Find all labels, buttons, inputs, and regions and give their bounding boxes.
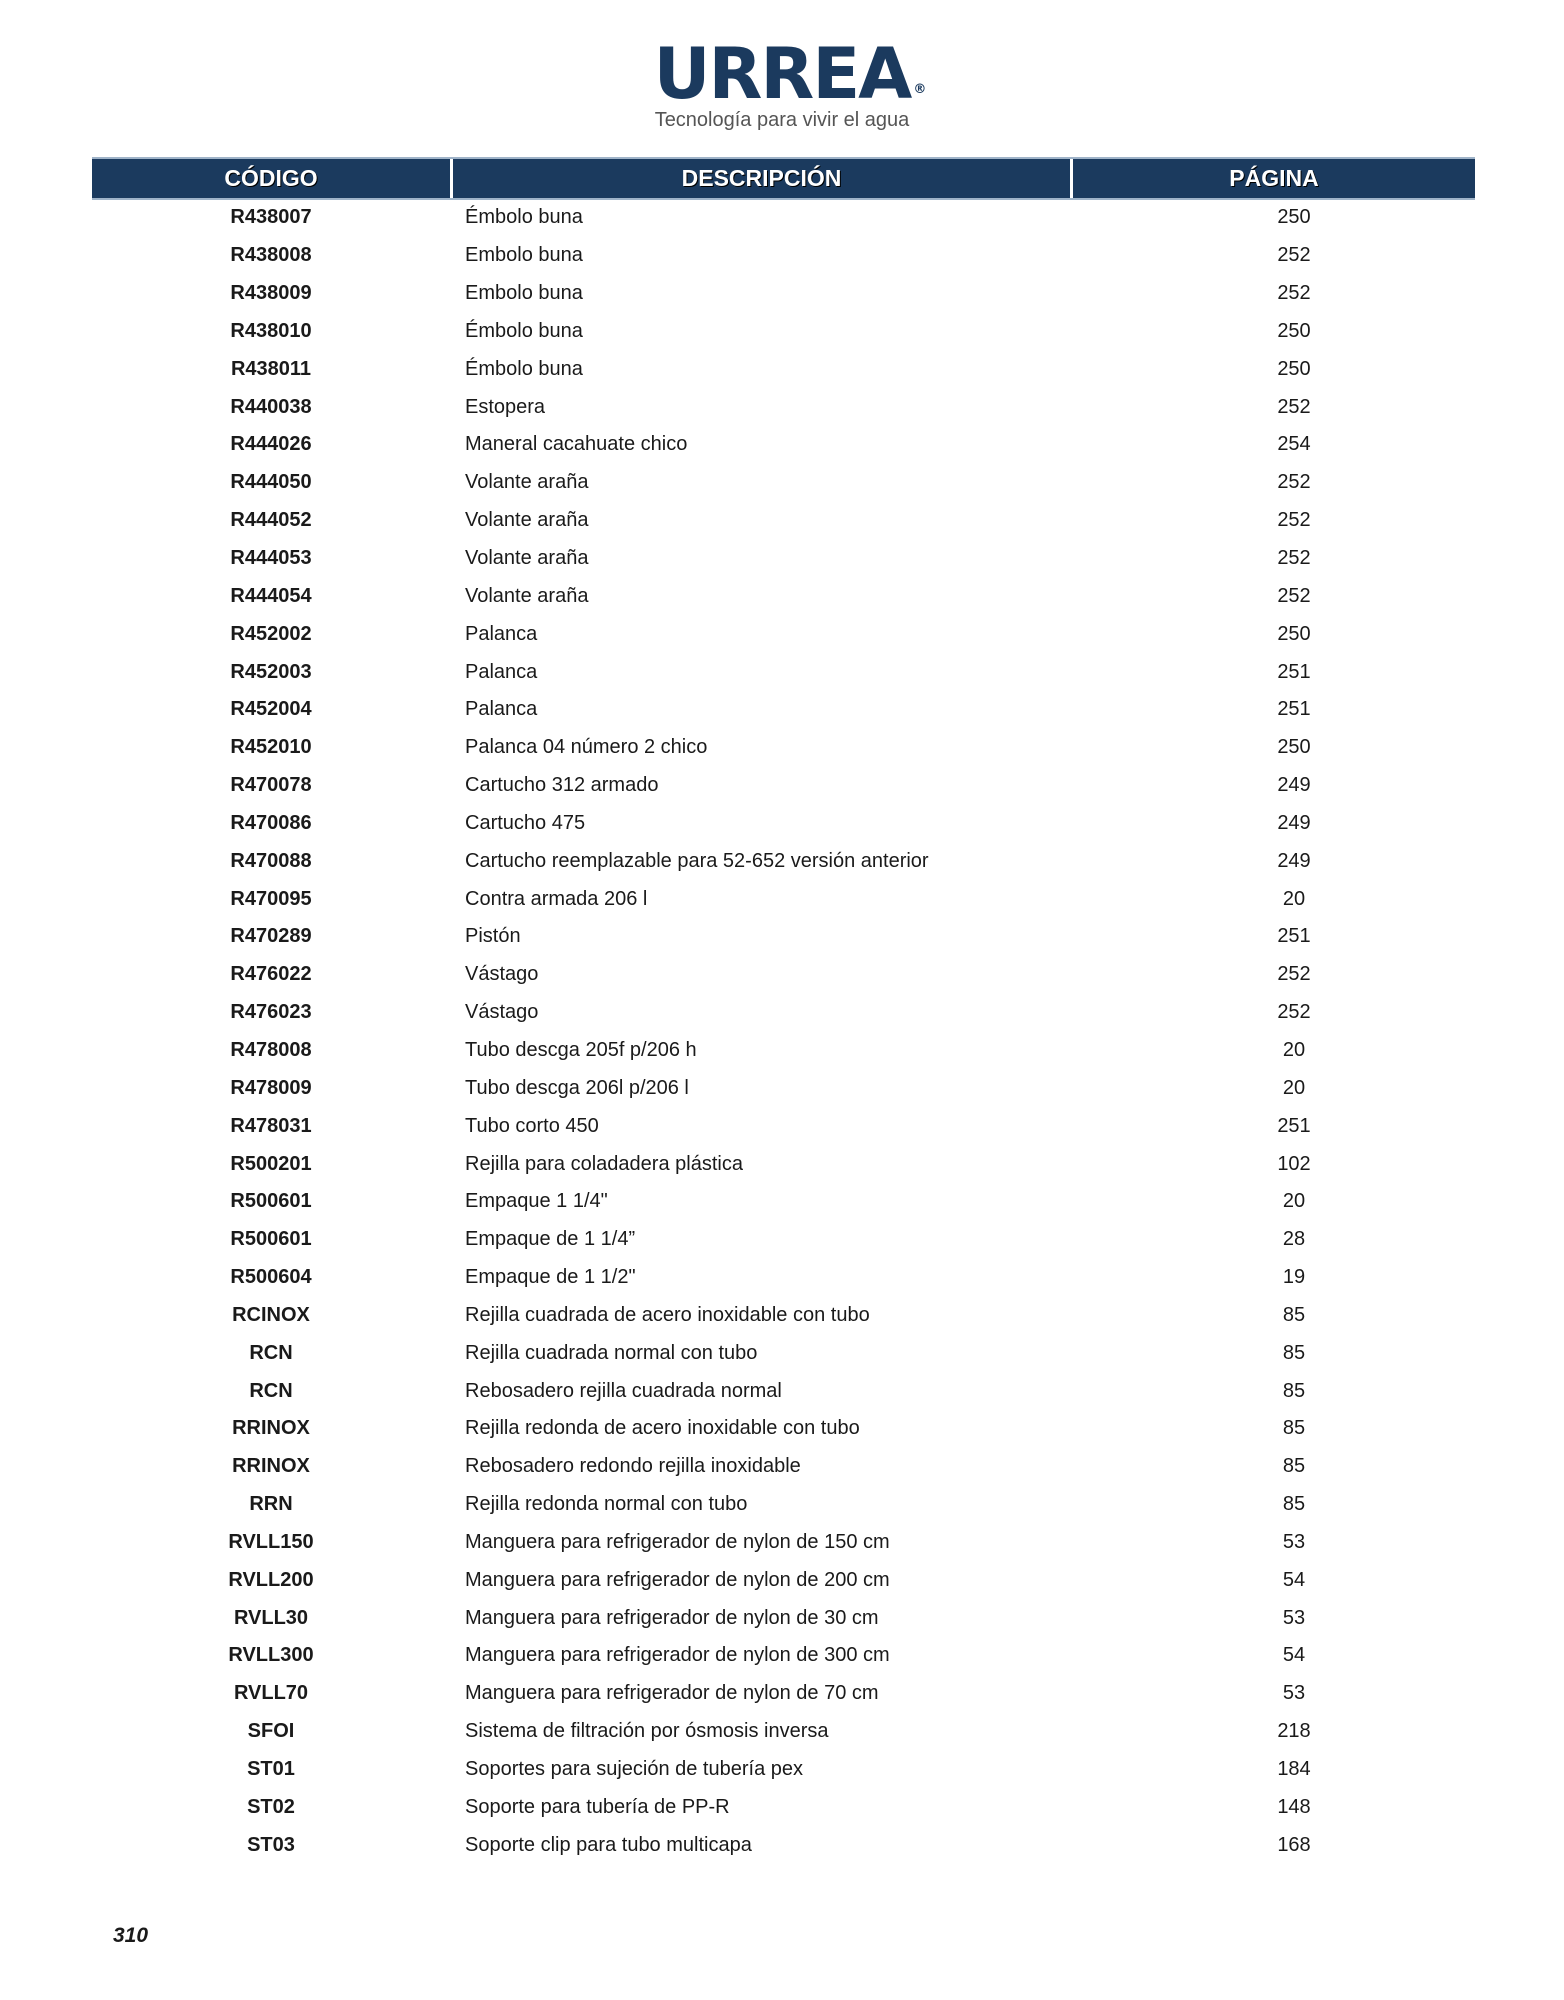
cell-pagina: 249 bbox=[1277, 849, 1311, 872]
table-row bbox=[92, 1372, 1475, 1410]
cell-descripcion: Rejilla cuadrada de acero inoxidable con tubo bbox=[465, 1303, 870, 1326]
cell-pagina: 28 bbox=[1282, 1228, 1306, 1251]
cell-pagina: 250 bbox=[1277, 319, 1311, 342]
table-row bbox=[92, 1221, 1475, 1259]
cell-pagina: 249 bbox=[1277, 811, 1311, 834]
cell-pagina: 250 bbox=[1277, 736, 1311, 759]
cell-descripcion: Manguera para refrigerador de nylon de 30 cm bbox=[465, 1606, 879, 1629]
cell-codigo: R500604 bbox=[230, 1266, 312, 1289]
table-row bbox=[92, 1107, 1475, 1145]
cell-codigo: R476022 bbox=[230, 963, 312, 986]
cell-pagina: 85 bbox=[1282, 1341, 1306, 1364]
table-row bbox=[92, 653, 1475, 691]
cell-descripcion: Empaque 1 1/4" bbox=[465, 1190, 608, 1213]
table-row bbox=[92, 1788, 1475, 1826]
cell-pagina: 85 bbox=[1282, 1417, 1306, 1440]
cell-descripcion: Palanca 04 número 2 chico bbox=[465, 736, 708, 759]
cell-descripcion: Émbolo buna bbox=[465, 206, 583, 229]
table-row bbox=[92, 842, 1475, 880]
table-header bbox=[92, 157, 1475, 200]
header-descripcion: DESCRIPCIÓN bbox=[453, 159, 1070, 198]
cell-pagina: 251 bbox=[1277, 925, 1311, 948]
cell-pagina: 19 bbox=[1282, 1266, 1306, 1289]
cell-pagina: 148 bbox=[1277, 1795, 1311, 1818]
table-body bbox=[92, 199, 1475, 1864]
header-codigo: CÓDIGO bbox=[92, 159, 450, 198]
cell-descripcion: Rebosadero rejilla cuadrada normal bbox=[465, 1379, 782, 1402]
cell-descripcion: Manguera para refrigerador de nylon de 200 cm bbox=[465, 1568, 890, 1591]
table-row bbox=[92, 1334, 1475, 1372]
cell-pagina: 102 bbox=[1277, 1152, 1311, 1175]
cell-descripcion: Volante araña bbox=[465, 584, 589, 607]
cell-codigo: RCN bbox=[249, 1379, 293, 1402]
cell-codigo: R452003 bbox=[230, 660, 312, 683]
table-row bbox=[92, 1599, 1475, 1637]
table-row bbox=[92, 1561, 1475, 1599]
cell-codigo: R440038 bbox=[230, 395, 312, 418]
table-row bbox=[92, 464, 1475, 502]
cell-descripcion: Rejilla para coladadera plástica bbox=[465, 1152, 743, 1175]
cell-pagina: 250 bbox=[1277, 206, 1311, 229]
table-row bbox=[92, 1675, 1475, 1713]
table-row bbox=[92, 1751, 1475, 1789]
cell-pagina: 20 bbox=[1282, 1190, 1306, 1213]
cell-codigo: R444053 bbox=[230, 547, 312, 570]
cell-descripcion: Rejilla redonda normal con tubo bbox=[465, 1493, 748, 1516]
cell-descripcion: Empaque de 1 1/2" bbox=[465, 1266, 636, 1289]
table-row bbox=[92, 1183, 1475, 1221]
cell-codigo: R500601 bbox=[230, 1228, 312, 1251]
table-row bbox=[92, 1826, 1475, 1864]
cell-pagina: 54 bbox=[1282, 1644, 1306, 1667]
cell-descripcion: Manguera para refrigerador de nylon de 300 cm bbox=[465, 1644, 890, 1667]
brand-name: URREA ® bbox=[654, 44, 911, 104]
cell-codigo: RRINOX bbox=[232, 1455, 310, 1478]
cell-descripcion: Vástago bbox=[465, 1001, 539, 1024]
cell-pagina: 252 bbox=[1277, 584, 1311, 607]
cell-descripcion: Manguera para refrigerador de nylon de 150 cm bbox=[465, 1530, 890, 1553]
cell-pagina: 85 bbox=[1282, 1493, 1306, 1516]
cell-descripcion: Vástago bbox=[465, 963, 539, 986]
cell-codigo: R444054 bbox=[230, 584, 312, 607]
table-row bbox=[92, 1486, 1475, 1524]
cell-codigo: SFOI bbox=[247, 1720, 295, 1743]
cell-codigo: R470078 bbox=[230, 774, 312, 797]
cell-codigo: R444052 bbox=[230, 509, 312, 532]
cell-codigo: R470289 bbox=[230, 925, 312, 948]
table-row bbox=[92, 1296, 1475, 1334]
cell-descripcion: Volante araña bbox=[465, 509, 589, 532]
cell-descripcion: Soporte clip para tubo multicapa bbox=[465, 1833, 752, 1856]
table-row bbox=[92, 918, 1475, 956]
cell-pagina: 252 bbox=[1277, 395, 1311, 418]
cell-descripcion: Tubo descga 206l p/206 l bbox=[465, 1076, 689, 1099]
table-row bbox=[92, 994, 1475, 1032]
cell-codigo: R470095 bbox=[230, 887, 312, 910]
cell-codigo: R478008 bbox=[230, 1038, 312, 1061]
cell-pagina: 252 bbox=[1277, 547, 1311, 570]
cell-codigo: R452010 bbox=[230, 736, 312, 759]
cell-codigo: RRINOX bbox=[232, 1417, 310, 1440]
table-row bbox=[92, 577, 1475, 615]
cell-descripcion: Soportes para sujeción de tubería pex bbox=[465, 1758, 803, 1781]
cell-codigo: R478009 bbox=[230, 1076, 312, 1099]
cell-codigo: R478031 bbox=[230, 1114, 312, 1137]
cell-pagina: 20 bbox=[1282, 1038, 1306, 1061]
table-row bbox=[92, 1069, 1475, 1107]
cell-pagina: 252 bbox=[1277, 509, 1311, 532]
cell-pagina: 85 bbox=[1282, 1303, 1306, 1326]
cell-pagina: 254 bbox=[1277, 433, 1311, 456]
cell-pagina: 218 bbox=[1277, 1720, 1311, 1743]
cell-pagina: 252 bbox=[1277, 244, 1311, 267]
cell-pagina: 250 bbox=[1277, 622, 1311, 645]
cell-pagina: 168 bbox=[1277, 1833, 1311, 1856]
cell-codigo: R444026 bbox=[230, 433, 312, 456]
table-row bbox=[92, 729, 1475, 767]
table-row bbox=[92, 767, 1475, 805]
cell-pagina: 249 bbox=[1277, 774, 1311, 797]
cell-pagina: 252 bbox=[1277, 963, 1311, 986]
table-row bbox=[92, 956, 1475, 994]
table-row bbox=[92, 388, 1475, 426]
table-row bbox=[92, 199, 1475, 237]
cell-descripcion: Émbolo buna bbox=[465, 319, 583, 342]
cell-descripcion: Soporte para tubería de PP-R bbox=[465, 1795, 730, 1818]
table-row bbox=[92, 691, 1475, 729]
table-row bbox=[92, 502, 1475, 540]
cell-descripcion: Rebosadero redondo rejilla inoxidable bbox=[465, 1455, 801, 1478]
cell-pagina: 252 bbox=[1277, 1001, 1311, 1024]
cell-codigo: ST03 bbox=[247, 1833, 295, 1856]
cell-descripcion: Estopera bbox=[465, 395, 546, 418]
cell-descripcion: Rejilla redonda de acero inoxidable con tubo bbox=[465, 1417, 860, 1440]
cell-pagina: 85 bbox=[1282, 1379, 1306, 1402]
cell-descripcion: Rejilla cuadrada normal con tubo bbox=[465, 1341, 758, 1364]
table-row bbox=[92, 1713, 1475, 1751]
cell-codigo: RCINOX bbox=[232, 1303, 310, 1326]
cell-descripcion: Cartucho 475 bbox=[465, 811, 586, 834]
cell-codigo: ST02 bbox=[247, 1795, 295, 1818]
table-row bbox=[92, 1448, 1475, 1486]
cell-descripcion: Palanca bbox=[465, 660, 538, 683]
table-row bbox=[92, 880, 1475, 918]
table-row bbox=[92, 540, 1475, 578]
cell-codigo: RVLL150 bbox=[228, 1530, 314, 1553]
cell-codigo: R438011 bbox=[230, 357, 312, 380]
table-row bbox=[92, 1145, 1475, 1183]
cell-descripcion: Empaque de 1 1/4” bbox=[465, 1228, 636, 1251]
cell-pagina: 184 bbox=[1277, 1758, 1311, 1781]
table-row bbox=[92, 237, 1475, 275]
cell-codigo: RVLL70 bbox=[233, 1682, 309, 1705]
table-row bbox=[92, 313, 1475, 351]
cell-pagina: 251 bbox=[1277, 660, 1311, 683]
cell-descripcion: Tubo descga 205f p/206 h bbox=[465, 1038, 697, 1061]
cell-codigo: RVLL200 bbox=[228, 1568, 314, 1591]
table-row bbox=[92, 1259, 1475, 1297]
cell-codigo: R470086 bbox=[230, 811, 312, 834]
brand-tagline: Tecnología para vivir el agua bbox=[654, 109, 910, 131]
cell-descripcion: Contra armada 206 l bbox=[465, 887, 648, 910]
cell-pagina: 53 bbox=[1282, 1530, 1306, 1553]
cell-codigo: R500201 bbox=[230, 1152, 312, 1175]
cell-codigo: R500601 bbox=[230, 1190, 312, 1213]
cell-codigo: RRN bbox=[249, 1493, 293, 1516]
table-row bbox=[92, 1410, 1475, 1448]
cell-pagina: 20 bbox=[1282, 1076, 1306, 1099]
table-row bbox=[92, 1637, 1475, 1675]
page-number: 310 bbox=[113, 1924, 149, 1947]
cell-descripcion: Embolo buna bbox=[465, 282, 583, 305]
cell-codigo: R476023 bbox=[230, 1001, 312, 1024]
cell-descripcion: Cartucho 312 armado bbox=[465, 774, 659, 797]
cell-descripcion: Émbolo buna bbox=[465, 357, 583, 380]
cell-pagina: 251 bbox=[1277, 698, 1311, 721]
cell-descripcion: Manguera para refrigerador de nylon de 70 cm bbox=[465, 1682, 879, 1705]
cell-descripcion: Volante araña bbox=[465, 471, 589, 494]
cell-codigo: ST01 bbox=[247, 1758, 295, 1781]
table-row bbox=[92, 805, 1475, 843]
cell-descripcion: Sistema de filtración por ósmosis inversa bbox=[465, 1720, 829, 1743]
cell-codigo: RVLL30 bbox=[233, 1606, 309, 1629]
cell-codigo: R452002 bbox=[230, 622, 312, 645]
table-row bbox=[92, 350, 1475, 388]
cell-descripcion: Maneral cacahuate chico bbox=[465, 433, 688, 456]
cell-codigo: R444050 bbox=[230, 471, 312, 494]
cell-pagina: 85 bbox=[1282, 1455, 1306, 1478]
cell-codigo: R438009 bbox=[230, 282, 312, 305]
cell-descripcion: Cartucho reemplazable para 52-652 versión anterior bbox=[465, 849, 929, 872]
cell-codigo: R438007 bbox=[230, 206, 312, 229]
cell-descripcion: Embolo buna bbox=[465, 244, 583, 267]
cell-pagina: 54 bbox=[1282, 1568, 1306, 1591]
cell-pagina: 53 bbox=[1282, 1606, 1306, 1629]
cell-pagina: 252 bbox=[1277, 282, 1311, 305]
cell-codigo: RVLL300 bbox=[228, 1644, 314, 1667]
cell-pagina: 250 bbox=[1277, 357, 1311, 380]
cell-pagina: 252 bbox=[1277, 471, 1311, 494]
cell-descripcion: Pistón bbox=[465, 925, 521, 948]
cell-codigo: R470088 bbox=[230, 849, 312, 872]
table-row bbox=[92, 1524, 1475, 1562]
cell-descripcion: Palanca bbox=[465, 698, 538, 721]
table-row bbox=[92, 275, 1475, 313]
table-row bbox=[92, 615, 1475, 653]
cell-pagina: 20 bbox=[1282, 887, 1306, 910]
cell-descripcion: Palanca bbox=[465, 622, 538, 645]
cell-descripcion: Tubo corto 450 bbox=[465, 1114, 599, 1137]
brand-logo bbox=[0, 33, 1564, 115]
cell-codigo: R438008 bbox=[230, 244, 312, 267]
cell-descripcion: Volante araña bbox=[465, 547, 589, 570]
cell-codigo: R452004 bbox=[230, 698, 312, 721]
table-row bbox=[92, 426, 1475, 464]
header-pagina: PÁGINA bbox=[1073, 159, 1475, 198]
cell-pagina: 53 bbox=[1282, 1682, 1306, 1705]
cell-codigo: RCN bbox=[249, 1341, 293, 1364]
cell-codigo: R438010 bbox=[230, 319, 312, 342]
table-row bbox=[92, 1032, 1475, 1070]
cell-pagina: 251 bbox=[1277, 1114, 1311, 1137]
